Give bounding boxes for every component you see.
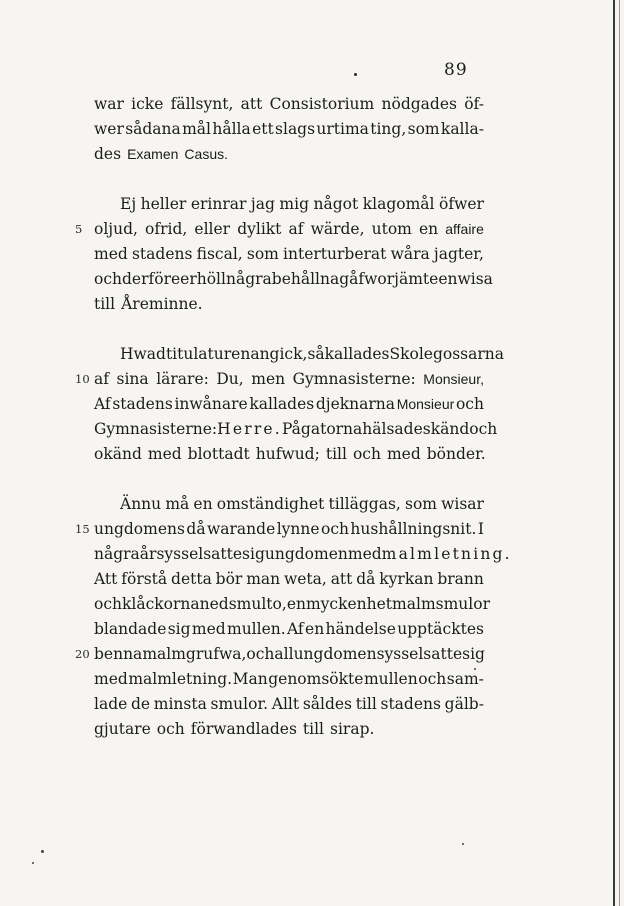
word: derföre bbox=[122, 270, 181, 288]
word: ting, bbox=[370, 120, 407, 138]
word: utom bbox=[371, 220, 412, 238]
paragraph-gap bbox=[94, 317, 484, 342]
word: erhöll bbox=[180, 270, 226, 288]
word: af bbox=[288, 220, 304, 238]
word: blottadt bbox=[187, 445, 250, 463]
word: men bbox=[251, 370, 286, 388]
word: och bbox=[94, 270, 122, 288]
text-line bbox=[94, 617, 484, 642]
word: och bbox=[352, 445, 381, 463]
word: brann bbox=[437, 570, 484, 588]
word: omständighet bbox=[216, 495, 325, 513]
word: af bbox=[94, 370, 109, 388]
word: ungdomen bbox=[264, 545, 348, 563]
word: Monsieur bbox=[396, 396, 455, 412]
word: detta bbox=[171, 570, 212, 588]
word: må bbox=[165, 495, 190, 513]
word: hushållningsnit. bbox=[350, 520, 477, 538]
word: Gymnasisterne: bbox=[94, 420, 218, 438]
ink-speck bbox=[32, 862, 34, 864]
paragraph-gap bbox=[94, 467, 484, 492]
word: angick, bbox=[250, 345, 308, 363]
word: oljud, bbox=[94, 220, 138, 238]
word: Af bbox=[287, 620, 304, 638]
word: mål bbox=[182, 120, 212, 138]
word: med bbox=[147, 445, 182, 463]
word: malmgrufwa, bbox=[142, 645, 247, 663]
text-line bbox=[75, 217, 484, 242]
text-line bbox=[94, 442, 484, 467]
word: nödgades bbox=[381, 95, 457, 113]
word: wärde, bbox=[310, 220, 365, 238]
word: genomsökte bbox=[268, 670, 364, 688]
word: malmsmulor bbox=[392, 595, 490, 613]
word: förwandlades bbox=[190, 720, 297, 738]
text-line bbox=[94, 242, 484, 267]
word: lade bbox=[94, 695, 128, 713]
word: fiscal, bbox=[196, 245, 243, 263]
word: kalla- bbox=[440, 120, 484, 138]
word: att bbox=[330, 570, 353, 588]
word: stadens bbox=[131, 245, 193, 263]
word: weta, bbox=[283, 570, 327, 588]
word: warande bbox=[207, 520, 276, 538]
word: sam- bbox=[446, 670, 484, 688]
text-line bbox=[94, 142, 484, 167]
word: och bbox=[246, 645, 275, 663]
word: som bbox=[407, 120, 440, 138]
word: tilläggas, bbox=[328, 495, 401, 513]
word: hålla bbox=[212, 120, 251, 138]
word: som bbox=[246, 245, 279, 263]
word: de bbox=[130, 695, 151, 713]
word: malmletning. bbox=[381, 545, 512, 563]
text-line bbox=[94, 417, 498, 442]
word: Skolegossarna bbox=[389, 345, 504, 363]
word: en bbox=[286, 595, 306, 613]
word: Herre. bbox=[217, 420, 282, 438]
word: slags bbox=[275, 120, 316, 138]
word: Man bbox=[232, 670, 268, 688]
text-line bbox=[94, 267, 493, 292]
word: sysselsatte bbox=[156, 545, 243, 563]
word: Af bbox=[94, 395, 111, 413]
word: en bbox=[305, 620, 325, 638]
word: då bbox=[186, 520, 206, 538]
word: mullen bbox=[363, 670, 418, 688]
word: smulor. bbox=[210, 695, 269, 713]
word: sysselsatte bbox=[376, 645, 463, 663]
text-line bbox=[75, 517, 484, 542]
word: som bbox=[404, 495, 437, 513]
word: Hwad bbox=[120, 345, 166, 363]
word: och bbox=[320, 520, 349, 538]
word: inwånare bbox=[174, 395, 248, 413]
word: såldes bbox=[302, 695, 353, 713]
word: heller bbox=[140, 195, 187, 213]
word: gjutare bbox=[94, 720, 151, 738]
word: något bbox=[313, 195, 359, 213]
word: lärare: bbox=[156, 370, 209, 388]
word: till bbox=[325, 445, 347, 463]
word: händelse bbox=[325, 620, 396, 638]
word: med bbox=[94, 245, 128, 263]
word: Monsieur, bbox=[423, 371, 484, 387]
word: djeknarna bbox=[315, 395, 396, 413]
word: till bbox=[94, 295, 116, 313]
word: Du, bbox=[216, 370, 244, 388]
word: med bbox=[386, 445, 421, 463]
text-line bbox=[94, 667, 484, 692]
page-number: 89 bbox=[444, 60, 468, 80]
word: och bbox=[418, 670, 447, 688]
word: des bbox=[94, 145, 122, 163]
word: nedsmulto, bbox=[199, 595, 287, 613]
word: Ej bbox=[120, 195, 137, 213]
paragraph-gap bbox=[94, 167, 484, 192]
word: urtima bbox=[316, 120, 369, 138]
word: ungdomens bbox=[94, 520, 185, 538]
word: jag bbox=[250, 195, 275, 213]
line-number: 15 bbox=[75, 522, 90, 536]
word: På bbox=[281, 420, 301, 438]
word: hälsades bbox=[362, 420, 431, 438]
word: förstå bbox=[121, 570, 168, 588]
word: sådana bbox=[125, 120, 181, 138]
word: gatorna bbox=[300, 420, 363, 438]
text-line bbox=[94, 292, 484, 317]
word: och bbox=[469, 420, 498, 438]
word: okänd bbox=[94, 445, 142, 463]
word: Casus. bbox=[184, 146, 228, 162]
word: wer bbox=[94, 120, 124, 138]
page-edge-rule-thin bbox=[619, 0, 620, 906]
word: så bbox=[307, 345, 325, 363]
word: med bbox=[191, 620, 226, 638]
word: till bbox=[355, 695, 377, 713]
word: I bbox=[477, 520, 484, 538]
body-text bbox=[75, 92, 512, 742]
ink-speck bbox=[462, 843, 464, 845]
word: Consistorium bbox=[269, 95, 375, 113]
text-line bbox=[94, 692, 484, 717]
word: en bbox=[438, 270, 458, 288]
word: med bbox=[347, 545, 382, 563]
word: känd bbox=[430, 420, 470, 438]
word: titulaturen bbox=[165, 345, 251, 363]
word: Åreminne. bbox=[121, 295, 203, 313]
word: man bbox=[246, 570, 281, 588]
word: wåra bbox=[390, 245, 430, 263]
word: erinrar bbox=[190, 195, 247, 213]
word: behållna bbox=[271, 270, 340, 288]
word: minsta bbox=[153, 695, 207, 713]
word: sina bbox=[116, 370, 149, 388]
word: och bbox=[455, 395, 484, 413]
word: ungdomen bbox=[293, 645, 377, 663]
text-line bbox=[94, 592, 490, 617]
word: Ännu bbox=[120, 495, 162, 513]
word: då bbox=[356, 570, 376, 588]
word: wisa bbox=[457, 270, 493, 288]
word: Examen bbox=[127, 146, 179, 162]
word: fällsynt, bbox=[170, 95, 234, 113]
word: Gymnasisterne: bbox=[292, 370, 416, 388]
word: eller bbox=[194, 220, 231, 238]
word: icke bbox=[131, 95, 164, 113]
page-edge-rule bbox=[613, 0, 615, 906]
word: stadens bbox=[112, 395, 173, 413]
word: och bbox=[94, 595, 122, 613]
word: jagter, bbox=[433, 245, 484, 263]
word: ett bbox=[252, 120, 274, 138]
text-line bbox=[75, 367, 484, 392]
word: sig bbox=[242, 545, 265, 563]
word: med bbox=[94, 670, 128, 688]
word: år bbox=[139, 545, 157, 563]
word: Att bbox=[94, 570, 118, 588]
word: bör bbox=[215, 570, 243, 588]
line-number: 5 bbox=[75, 222, 83, 236]
word: mullen. bbox=[227, 620, 286, 638]
word: bönder. bbox=[426, 445, 486, 463]
ink-dot bbox=[354, 73, 357, 76]
text-line bbox=[94, 192, 484, 217]
word: affaire bbox=[445, 221, 484, 237]
word: att bbox=[240, 95, 263, 113]
word: mig bbox=[279, 195, 309, 213]
word: blandade bbox=[94, 620, 167, 638]
word: wisar bbox=[441, 495, 484, 513]
word: öfwer bbox=[439, 195, 484, 213]
word: en bbox=[418, 220, 439, 238]
word: sirap. bbox=[330, 720, 375, 738]
word: klåckorna bbox=[122, 595, 200, 613]
word: kallades bbox=[249, 395, 315, 413]
word: malmletning. bbox=[128, 670, 233, 688]
word: all bbox=[274, 645, 294, 663]
word: sig bbox=[167, 620, 191, 638]
word: till bbox=[302, 720, 325, 738]
text-line bbox=[94, 567, 484, 592]
text-line bbox=[75, 642, 485, 667]
word: och bbox=[156, 720, 185, 738]
word: sig bbox=[462, 645, 485, 663]
word: kyrkan bbox=[379, 570, 434, 588]
word: stadens bbox=[380, 695, 441, 713]
word: öf- bbox=[464, 95, 484, 113]
line-number: 20 bbox=[75, 647, 90, 661]
text-line bbox=[94, 342, 504, 367]
text-line bbox=[94, 542, 512, 567]
word: klagomål bbox=[362, 195, 435, 213]
word: några bbox=[225, 270, 272, 288]
word: hufwud; bbox=[255, 445, 320, 463]
text-line bbox=[94, 492, 484, 517]
text-line bbox=[94, 92, 484, 117]
text-line bbox=[94, 392, 484, 417]
word: benna bbox=[94, 645, 143, 663]
word: war bbox=[94, 95, 124, 113]
ink-speck bbox=[41, 850, 44, 853]
word: Allt bbox=[271, 695, 300, 713]
word: gåfwor bbox=[339, 270, 395, 288]
word: kallades bbox=[324, 345, 390, 363]
word: interturberat bbox=[283, 245, 387, 263]
word: en bbox=[193, 495, 213, 513]
line-number: 10 bbox=[75, 372, 90, 386]
word: några bbox=[94, 545, 140, 563]
word: ofrid, bbox=[145, 220, 188, 238]
word: lynne bbox=[276, 520, 320, 538]
text-line bbox=[94, 117, 484, 142]
word: gälb- bbox=[444, 695, 484, 713]
word: dylikt bbox=[237, 220, 282, 238]
word: myckenhet bbox=[305, 595, 393, 613]
word: jämte bbox=[394, 270, 439, 288]
word: upptäcktes bbox=[397, 620, 484, 638]
text-line bbox=[94, 717, 484, 742]
